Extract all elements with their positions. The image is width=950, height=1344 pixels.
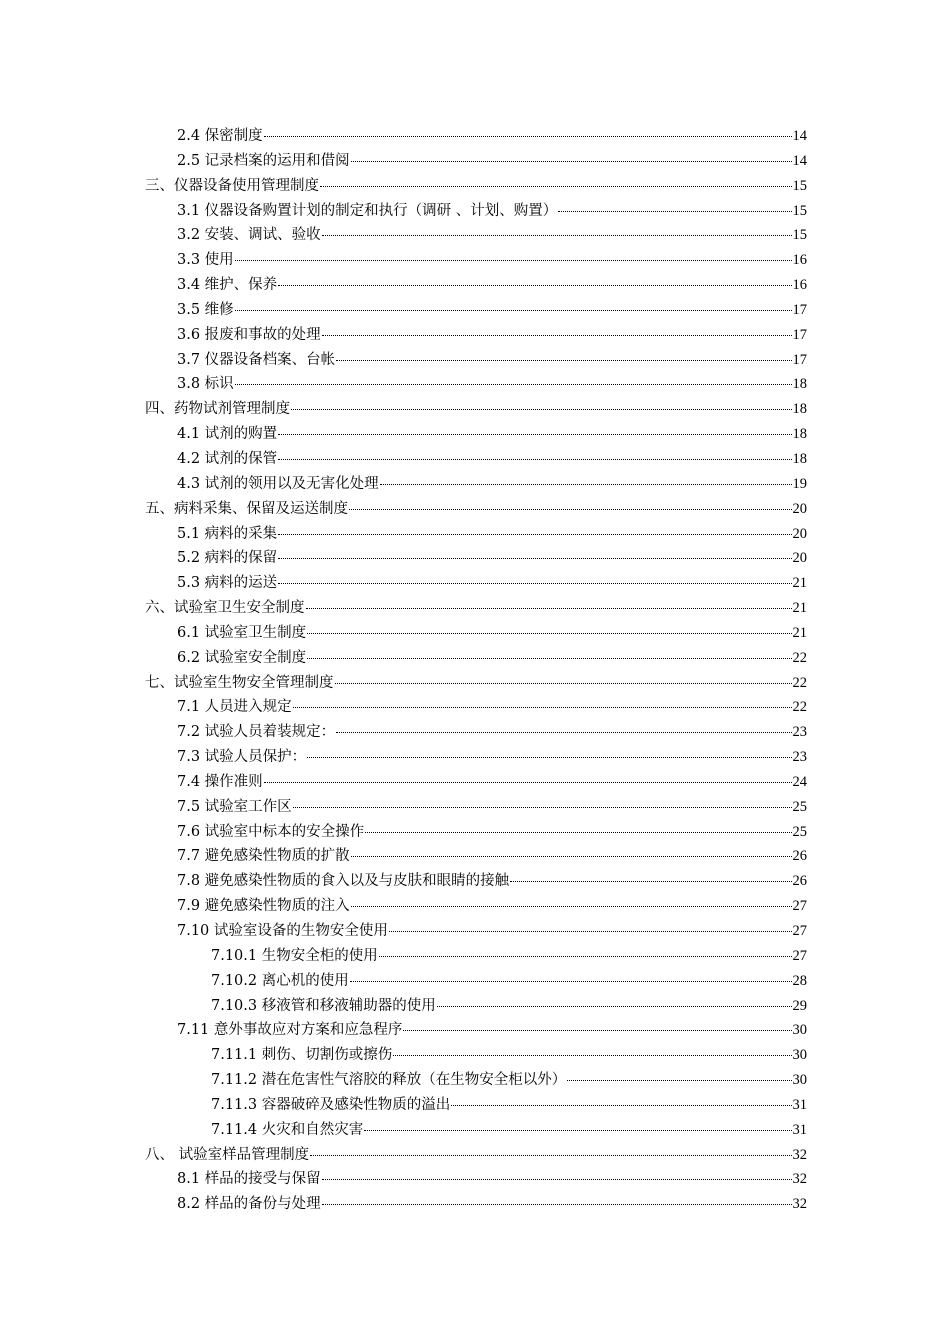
toc-entry-page-number: 15: [792, 227, 807, 244]
dot-leader: [510, 881, 791, 882]
toc-entry[interactable]: [0, 522, 950, 547]
toc-entry[interactable]: [0, 671, 950, 696]
dot-leader: [310, 1155, 791, 1156]
toc-entry[interactable]: [0, 844, 950, 869]
toc-entry-page-number: 15: [792, 177, 807, 194]
dot-leader: [365, 832, 791, 833]
toc-entry[interactable]: [0, 820, 950, 845]
toc-entry-title: 7.11.4 火灾和自然灾害: [211, 1121, 364, 1138]
toc-entry-page-number: 25: [792, 823, 807, 840]
toc-entry[interactable]: [0, 199, 950, 224]
toc-entry-title: 2.5 记录档案的运用和借阅: [177, 152, 350, 169]
dot-leader: [235, 310, 792, 311]
toc-entry-title: 6.1 试验室卫生制度: [177, 624, 307, 641]
toc-entry[interactable]: [0, 497, 950, 522]
toc-entry-title: 7.7 避免感染性物质的扩散: [177, 848, 350, 865]
toc-entry-page-number: 20: [792, 525, 807, 542]
toc-entry-page-number: 16: [792, 252, 807, 269]
toc-entry[interactable]: [0, 969, 950, 994]
toc-entry-title: 7.3 试验人员保护：: [177, 749, 307, 766]
dot-leader: [379, 956, 792, 957]
toc-entry-title: 4.3 试剂的领用以及无害化处理: [177, 475, 379, 492]
toc-entry[interactable]: [0, 994, 950, 1019]
toc-entry-title: 五、病料采集、保留及运送制度: [145, 500, 348, 517]
toc-entry-page-number: 23: [792, 724, 807, 741]
toc-entry-page-number: 21: [792, 600, 807, 617]
toc-entry-title: 四、药物试剂管理制度: [145, 401, 290, 418]
toc-entry[interactable]: [0, 1068, 950, 1093]
dot-leader: [307, 633, 791, 634]
dot-leader: [322, 235, 792, 236]
toc-entry-title: 7.11.3 容器破碎及感染性物质的溢出: [211, 1096, 451, 1113]
toc-entry[interactable]: [0, 248, 950, 273]
toc-entry[interactable]: [0, 745, 950, 770]
toc-entry-page-number: 16: [792, 277, 807, 294]
toc-entry-title: 7.5 试验室工作区: [177, 798, 292, 815]
toc-entry-title: 8.1 样品的接受与保留: [177, 1171, 321, 1188]
toc-entry-page-number: 21: [792, 575, 807, 592]
toc-entry-page-number: 22: [792, 674, 807, 691]
table-of-contents: [0, 124, 950, 1217]
toc-entry-title: 5.2 病料的保留: [177, 550, 278, 567]
toc-entry[interactable]: [0, 894, 950, 919]
dot-leader: [264, 782, 792, 783]
toc-entry-page-number: 14: [792, 128, 807, 144]
toc-entry-page-number: 17: [792, 351, 807, 368]
toc-entry[interactable]: [0, 1167, 950, 1192]
toc-entry[interactable]: [0, 174, 950, 199]
dot-leader: [307, 757, 791, 758]
toc-entry-page-number: 31: [792, 1096, 807, 1113]
toc-entry-title: 7.10.3 移液管和移液辅助器的使用: [211, 997, 436, 1014]
toc-entry-page-number: 18: [792, 450, 807, 467]
dot-leader: [322, 1179, 792, 1180]
toc-entry-page-number: 18: [792, 401, 807, 418]
toc-entry[interactable]: [0, 720, 950, 745]
toc-entry[interactable]: [0, 1192, 950, 1217]
toc-entry-page-number: 17: [792, 301, 807, 318]
toc-entry-title: 3.1 仪器设备购置计划的制定和执行（调研 、计划、购置）: [177, 202, 558, 219]
toc-entry-page-number: 30: [792, 1022, 807, 1039]
dot-leader: [278, 534, 791, 535]
toc-entry[interactable]: [0, 869, 950, 894]
toc-entry-page-number: 23: [792, 749, 807, 766]
toc-entry-title: 3.6 报废和事故的处理: [177, 326, 321, 343]
toc-entry-page-number: 18: [792, 426, 807, 443]
dot-leader: [364, 1130, 791, 1131]
toc-entry[interactable]: [0, 472, 950, 497]
dot-leader: [293, 807, 792, 808]
toc-entry-title: 5.3 病料的运送: [177, 575, 278, 592]
toc-entry[interactable]: [0, 919, 950, 944]
toc-entry-title: 7.11 意外事故应对方案和应急程序: [177, 1022, 403, 1039]
dot-leader: [322, 335, 792, 336]
toc-entry-title: 7.10.1 生物安全柜的使用: [211, 947, 378, 964]
toc-entry-page-number: 22: [792, 699, 807, 716]
toc-entry[interactable]: [0, 944, 950, 969]
dot-leader: [307, 658, 791, 659]
toc-entry-title: 5.1 病料的采集: [177, 525, 278, 542]
toc-entry[interactable]: [0, 348, 950, 373]
toc-entry[interactable]: [0, 795, 950, 820]
toc-entry-title: 7.1 人员进入规定: [177, 699, 292, 716]
dot-leader: [264, 136, 792, 137]
toc-entry-page-number: 26: [792, 848, 807, 865]
dot-leader: [278, 459, 791, 460]
dot-leader: [351, 906, 792, 907]
toc-entry[interactable]: [0, 621, 950, 646]
toc-entry[interactable]: [0, 298, 950, 323]
dot-leader: [558, 211, 791, 212]
dot-leader: [380, 484, 792, 485]
toc-entry-page-number: 20: [792, 500, 807, 517]
dot-leader: [335, 683, 792, 684]
toc-entry-page-number: 25: [792, 798, 807, 815]
toc-entry-title: 3.3 使用: [177, 252, 234, 269]
toc-entry-title: 7.2 试验人员着装规定：: [177, 724, 336, 741]
dot-leader: [291, 409, 792, 410]
toc-entry-title: 4.2 试剂的保管: [177, 450, 278, 467]
toc-entry[interactable]: [0, 422, 950, 447]
toc-entry-title: 六、试验室卫生安全制度: [145, 600, 305, 617]
dot-leader: [349, 509, 792, 510]
dot-leader: [306, 608, 792, 609]
dot-leader: [278, 583, 791, 584]
toc-entry-page-number: 30: [792, 1047, 807, 1064]
toc-entry-page-number: 20: [792, 550, 807, 567]
toc-entry-page-number: 29: [792, 997, 807, 1014]
dot-leader: [278, 285, 791, 286]
toc-entry-title: 3.8 标识: [177, 376, 234, 393]
toc-entry-page-number: 31: [792, 1121, 807, 1138]
dot-leader: [293, 707, 792, 708]
toc-entry-title: 7.11.2 潜在危害性气溶胶的释放（在生物安全柜以外）: [211, 1072, 567, 1089]
toc-entry-title: 7.10.2 离心机的使用: [211, 972, 349, 989]
toc-entry-page-number: 30: [792, 1072, 807, 1089]
toc-entry[interactable]: [0, 1118, 950, 1143]
dot-leader: [278, 558, 791, 559]
toc-entry-page-number: 32: [792, 1146, 807, 1163]
toc-entry-page-number: 28: [792, 972, 807, 989]
toc-entry-title: 4.1 试剂的购置: [177, 426, 278, 443]
toc-entry-page-number: 18: [792, 376, 807, 393]
toc-entry-title: 7.8 避免感染性物质的食入以及与皮肤和眼睛的接触: [177, 873, 510, 890]
toc-entry-title: 七、试验室生物安全管理制度: [145, 674, 334, 691]
toc-entry[interactable]: [0, 223, 950, 248]
toc-entry[interactable]: [0, 1043, 950, 1068]
toc-entry[interactable]: [0, 149, 950, 174]
toc-entry-title: 2.4 保密制度: [177, 128, 263, 144]
dot-leader: [278, 434, 791, 435]
toc-entry-page-number: 24: [792, 773, 807, 790]
toc-entry[interactable]: [0, 323, 950, 348]
toc-entry-title: 7.10 试验室设备的生物安全使用: [177, 923, 388, 939]
toc-entry-page-number: 19: [792, 475, 807, 492]
toc-entry[interactable]: [0, 273, 950, 298]
dot-leader: [389, 931, 792, 932]
toc-entry-page-number: 27: [792, 923, 807, 939]
toc-entry-page-number: 26: [792, 873, 807, 890]
toc-entry[interactable]: [0, 397, 950, 422]
toc-entry[interactable]: [0, 1018, 950, 1043]
toc-entry-title: 3.7 仪器设备档案、台帐: [177, 351, 336, 368]
toc-entry[interactable]: [0, 1143, 950, 1168]
toc-entry-page-number: 22: [792, 649, 807, 666]
dot-leader: [393, 1055, 791, 1056]
toc-entry[interactable]: [0, 124, 950, 149]
dot-leader: [351, 161, 792, 162]
toc-entry[interactable]: [0, 372, 950, 397]
dot-leader: [451, 1105, 791, 1106]
dot-leader: [437, 1006, 792, 1007]
dot-leader: [567, 1080, 791, 1081]
toc-entry[interactable]: [0, 695, 950, 720]
toc-entry-title: 7.9 避免感染性物质的注入: [177, 898, 350, 915]
toc-entry-page-number: 14: [792, 152, 807, 169]
toc-entry[interactable]: [0, 770, 950, 795]
toc-entry[interactable]: [0, 646, 950, 671]
toc-entry-title: 八、 试验室样品管理制度: [145, 1146, 310, 1163]
toc-entry-title: 6.2 试验室安全制度: [177, 649, 307, 666]
dot-leader: [403, 1030, 791, 1031]
dot-leader: [351, 856, 792, 857]
toc-entry-page-number: 27: [792, 898, 807, 915]
toc-entry-page-number: 15: [792, 202, 807, 219]
toc-entry[interactable]: [0, 447, 950, 472]
toc-entry-title: 3.4 维护、保养: [177, 277, 278, 294]
toc-entry-page-number: 32: [792, 1196, 807, 1213]
toc-entry-page-number: 27: [792, 947, 807, 964]
toc-entry-title: 7.6 试验室中标本的安全操作: [177, 823, 365, 840]
toc-entry-title: 三、仪器设备使用管理制度: [145, 177, 319, 194]
toc-entry-title: 7.4 操作准则: [177, 773, 263, 790]
toc-entry[interactable]: [0, 571, 950, 596]
dot-leader: [235, 384, 792, 385]
dot-leader: [336, 360, 791, 361]
toc-entry-page-number: 17: [792, 326, 807, 343]
toc-entry[interactable]: [0, 546, 950, 571]
dot-leader: [320, 186, 792, 187]
dot-leader: [336, 732, 791, 733]
toc-entry[interactable]: [0, 596, 950, 621]
toc-entry-title: 8.2 样品的备份与处理: [177, 1196, 321, 1213]
dot-leader: [322, 1204, 792, 1205]
toc-entry-page-number: 32: [792, 1171, 807, 1188]
toc-entry-title: 3.5 维修: [177, 301, 234, 318]
toc-entry-title: 7.11.1 刺伤、切割伤或擦伤: [211, 1047, 393, 1064]
dot-leader: [235, 260, 792, 261]
toc-entry[interactable]: [0, 1093, 950, 1118]
dot-leader: [350, 981, 792, 982]
toc-entry-title: 3.2 安装、调试、验收: [177, 227, 321, 244]
toc-entry-page-number: 21: [792, 624, 807, 641]
